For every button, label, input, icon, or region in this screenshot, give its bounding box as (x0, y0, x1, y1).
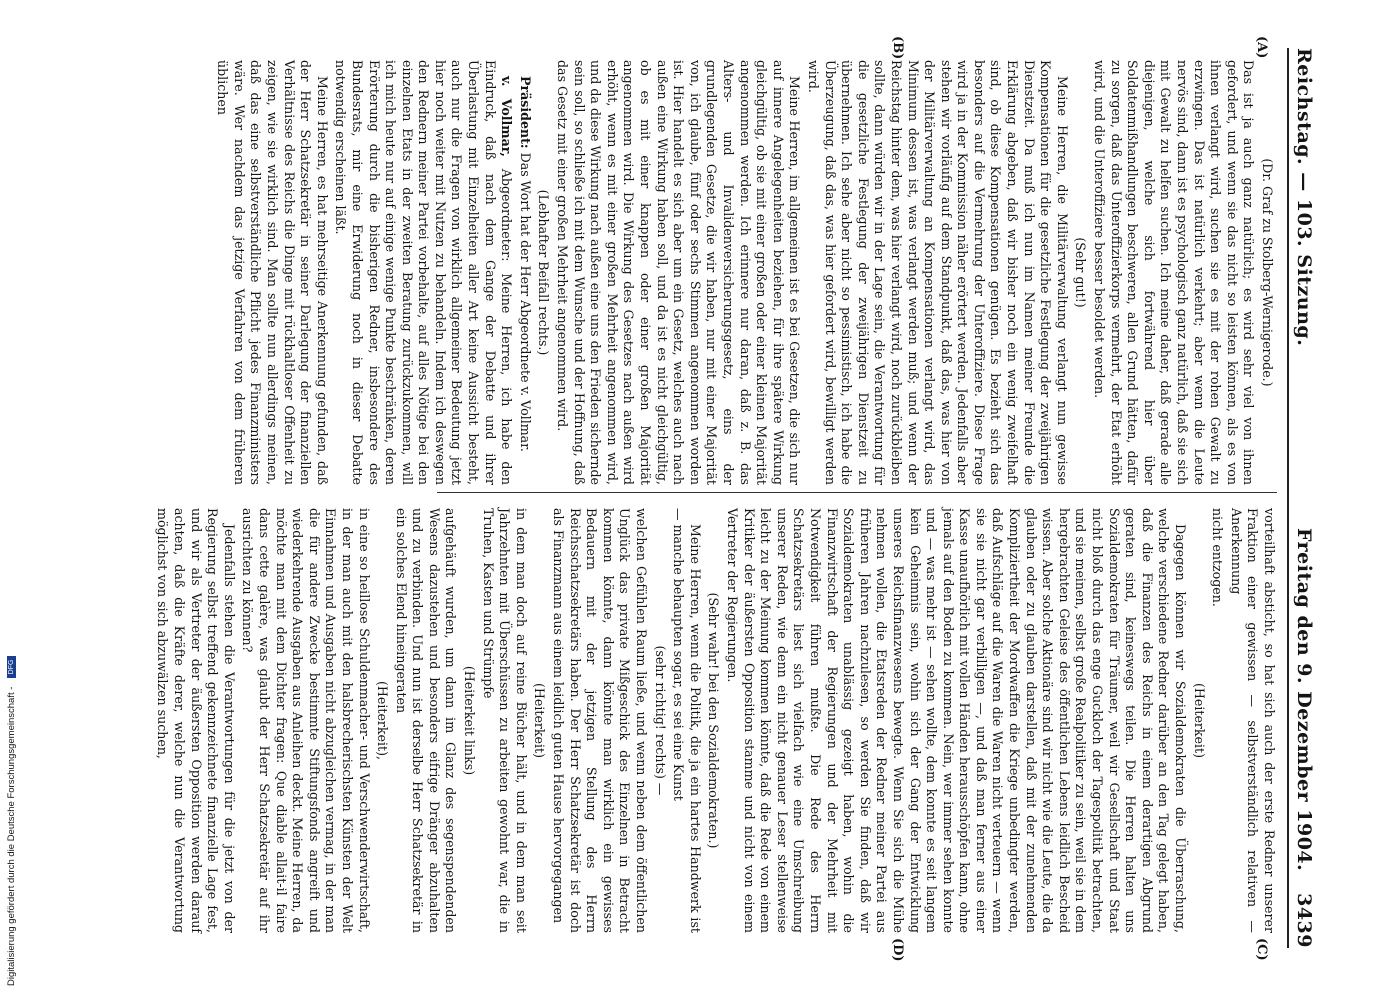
body-paragraph: nicht entzogen. (1209, 508, 1225, 607)
column-divider (437, 492, 1277, 493)
body-paragraph: welchen Gefühlen Raum ließe, und wenn neben dem öffentlichen Unglück das private Mißgeschick des Einzelnen in Betracht kommen könnte, dann könnte man wirklich ein gewisses Bedauern mit der jetzigen Stellung des Herrn Reichsschatzsekretärs haben. Der Herr Schatzsekretär ist doch als Finanzmann aus einem leidlich guten Hause hervorgegangen (550, 508, 649, 933)
speaker-text: Abgeordneter: Meine Herren, ich habe den Eindruck, daß nach dem Gange der Debatte und ihrer Überlastung mit Einzelheiten aller Art keine Aussicht besteht, auch nur die Fragen von wirklich allgemeiner Bedeutung jetzt hier noch weiter mit Nutzen zu behandeln. Indem ich deswegen den Rednern meiner Partei vorbehalte, auf alles Nötige bei den einzelnen Etats in der zweiten Beratung zurückzukommen, will ich mich heute nur auf einige wenige Punkte beschränken, deren Erörterung durch die bisherigen Redner, insbesondere des Bundesrats, mir eine Erwiderung noch in dieser Debatte notwendig erscheinen läßt. (332, 60, 514, 485)
speech-interjection: (Sehr gut!) (1072, 237, 1088, 308)
header-title: Reichstag. — 103. Sitzung. (1292, 48, 1315, 347)
margin-mark-c: (C) (1253, 938, 1269, 961)
speech-interjection: (Heiterkeit), (374, 681, 390, 760)
dfg-logo: DFG (7, 656, 16, 678)
body-paragraph: Meine Herren, wenn die Politik, die ja ein hartes Handwerk ist — manche behaupten sogar, es sei eine Kunst (670, 508, 703, 933)
speech-interjection: (Heiterkeit) (531, 683, 547, 758)
speaker-paragraph (516, 60, 533, 485)
digitization-credit (6, 0, 20, 986)
body-paragraph: Meine Herren, es hat mehrseitige Anerkennung gefunden, daß der Herr Schatzsekretär in seiner Darlegung der finanziellen Verhältnisse des Reichs die Dinge mit rückhaltloser Offenheit zu zeigen, wie sie wirklich sind. Man sollte nun allerdings meinen, daß das eine selbstverständliche Pflicht jedes Finanzministers wäre. Wer nachdem das jetzige Verfahren von dem früheren üblichen (214, 60, 330, 485)
left-column (214, 60, 1277, 485)
speech-interjection: (Dr. Graf zu Stolberg-Wernigerode.) (1259, 158, 1275, 387)
body-paragraph: Dagegen können wir Sozialdemokraten die Überraschung, welche verschiedene Redner darüber an den Tag gelegt haben, daß die Finanzen des Reichs in einem derartigen Abgrund geraten sind, keineswegs teilen. Die Herren halten uns Sozialdemokraten für Träumer, weil wir Gesellschaft und Staat nicht bloß durch das enge Guckloch der Tagespolitik betrachten, und sie meinen, selbst große Realpolitiker zu sein, weil sie in dem hergebrachten Geleise des öffentlichen Lebens leidlich Bescheid wissen. Aber solche Aktionäre sind wir nicht wie die Leute, die da glauben oder zu glauben darstellen, daß mit der zunehmenden Kompliziertheit der Mordwaffen die Kriege unbedingter werden, daß Aufschläge auf die Waren die Waren nicht verteuern — wenn sie sie nicht gar verbilligen —, und daß man ferner aus einer Kasse unaufhörlich mit vollen Händen herausschöpfen kann, ohne jemals auf den Boden zu kommen. Nein, wer immer sehen konnte und — was mehr ist — sehen wollte, dem konnte es seit langem kein Geheimnis sein, wohin sich der Gang der Entwicklung unseres Reichsfinanzwesens bewegte. Wenn Sie sich die Mühe nehmen wollen, die Etatsreden der Redner meiner Partei aus früheren Jahren nachzulesen, so werden Sie finden, daß wir Sozialdemokraten unablässig gezeigt haben, wohin die Finanzwirtschaft der Regierungen und der Mehrheit mit Notwendigkeit führen mußte. Die Rede des Herrn Schatzsekretärs liest sich vielfach wie eine Umschreibung unserer Reden, wie denn ein nicht genauer Leser stellenweise leicht zu der Meinung kommen könnte, daß die Rede von einem Kritiker der äußersten Opposition stamme und nicht von einem Vertreter der Regierungen. (724, 508, 1188, 933)
speech-interjection: (Heiterkeit) (1191, 683, 1207, 758)
speech-interjection: (Heiterkeit links) (461, 665, 477, 776)
credit-text: Digitalisierung gefördert durch die Deutsche Forschungsgemeinschaft - (6, 686, 17, 986)
page-header (1287, 48, 1315, 948)
page-number: 3439 (1292, 893, 1315, 948)
right-column (154, 508, 1277, 933)
speaker-name: v. Vollmar, (498, 76, 514, 157)
speaker-text: Das Wort hat der Herr Abgeordnete v. Vollmar. (517, 148, 533, 452)
rotated-page-scan (27, 30, 1357, 970)
body-paragraph: Jedenfalls stehen die Verantwortungen für die jetzt von der Regierung selbst treffend gekennzeichnete finanzielle Lage fest, und wir als Vertreter der äußersten Opposition werden darauf achten, daß die Kräfte derer, welche nun die Verantwortung möglichst von sich abzuwälzen suchen, (154, 508, 237, 933)
header-date: Freitag den 9. Dezember 1904. (1292, 528, 1315, 872)
body-paragraph: in dem man doch auf reine Bücher hält, und in dem man seit Jahrzehnten mit Überschüssen zu arbeiten gewohnt war, die in Truhen, Kasten und Strümpfe (480, 508, 529, 933)
margin-mark-a: (A) (1253, 36, 1269, 59)
speaker-name: Präsident: (517, 76, 533, 149)
speech-interjection: (Lebhafter Beifall rechts.) (535, 189, 551, 356)
speech-interjection: (sehr richtig! rechts) — (652, 645, 668, 796)
body-paragraph: in eine so heillose Schuldenmacher- und Verschwenderwirtschaft, in der man auch mit den halsbrecherischsten Künsten der Welt Einnahmen und Ausgaben nicht abzugleichen vermag, in der man die für andere Zwecke bestimmte Stiftungsfonds angreift und wiederkehrende Ausgaben aus Anleihen deckt. Meine Herren, da möchte man mit dem Dichter fragen: Que diable allait-il faire dans cette galère, was glaubt der Herr Schatzsekretär auf ihr ausrichten zu können? (239, 508, 372, 933)
speaker-paragraph (331, 60, 514, 485)
body-paragraph: Meine Herren, im allgemeinen ist es bei Gesetzen, die sich nur auf innere Angelegenheiten beziehen, für ihre spätere Wirkung gleichgültig, ob sie mit einer großen oder einer kleinen Majorität angenommen werden. Ich erinnere nur daran, daß z. B. das Alters- und Invalidenversicherungsgesetz, eins der grundlegenden Gesetze, die wir haben, nur mit einer Majorität von, ich glaube, fünf oder sechs Stimmen angenommen worden ist. Hier handelt es sich aber um ein Gesetz, welches auch nach außen eine Wirkung haben soll, und da ist es nicht gleichgültig, ob es mit einer knappen oder einer großen Majorität angenommen wird. Die Wirkung des Gesetzes nach außen wird erhöht, wenn es mit einer großen Mehrheit angenommen wird, und da diese Wirkung nach außen eine uns den Frieden sichernde sein soll, so schließe ich mit dem Wunsche und der Hoffnung, daß das Gesetz mit einer großen Mehrheit angenommen wird. (554, 60, 802, 485)
margin-mark-b: (B) (889, 36, 905, 60)
margin-mark-d: (D) (889, 938, 905, 962)
speech-interjection: (Sehr wahr! bei den Sozialdemokraten.) (705, 592, 721, 849)
body-paragraph: aufgehäuft wurden, um dann im Glanz des segenspendenden Wesens dazustehen und besonders eifrige Dränger abzuhalten und zu verbinden. Und nun ist derselbe Herr Schatzsekretär in ein solches Elend hineingeraten (393, 508, 458, 933)
body-paragraph: vorteilhaft absticht, so hat sich auch der erste Redner unserer Fraktion einer gewissen — selbstverständlich relativen — Anerkennung (1228, 508, 1277, 933)
body-paragraph: Das ist ja auch ganz natürlich; es wird sehr viel von ihnen gefordert, und wenn sie das nicht so leisten können, als es von ihnen verlangt wird, suchen sie es mit der rohen Gewalt zu erzwingen. Das ist natürlich verkehrt; aber wenn die Leute nervös sind, dann ist es psychologisch ganz natürlich, daß sie sich mit Gewalt zu helfen suchen. Ich meine daher, daß gerade alle diejenigen, welche sich fortwährend hier über Soldatenmißhandlungen beschweren, allen Grund hätten, dafür zu sorgen, daß das Unteroffizierkorps vermehrt, der Etat erhöht wird, und die Unteroffiziere besser besoldet werden. (1091, 60, 1256, 485)
body-paragraph: Meine Herren, die Militärverwaltung verlangt nun gewisse Kompensationen für die gesetzliche Festlegung der zweijährigen Dienstzeit. Da muß ich nun im Namen meiner Freunde die Erklärung abgeben, daß wir bisher noch ein wenig zweifelhaft sind, ob diese Kompensationen genügen. Es bezieht sich das besonders auf die Vermehrung der Unteroffiziere. Diese Frage wird ja in der Kommission näher erörtert werden. Jedenfalls aber stehen wir vorläufig auf dem Standpunkt, daß das, was hier von der Militärverwaltung an Kompensationen verlangt wird, das Minimum dessen ist, was verlangt werden muß; und wenn der Reichstag hinter dem, was hier verlangt wird, noch zurückbleiben sollte, dann würden wir in der Lage sein, die Verantwortung für die gesetzliche Festlegung der zweijährigen Dienstzeit zu übernehmen. Ich sehe aber nicht so pessimistisch, ich habe die Überzeugung, daß das, was hier gefordert wird, bewilligt werden wird. (805, 60, 1070, 485)
